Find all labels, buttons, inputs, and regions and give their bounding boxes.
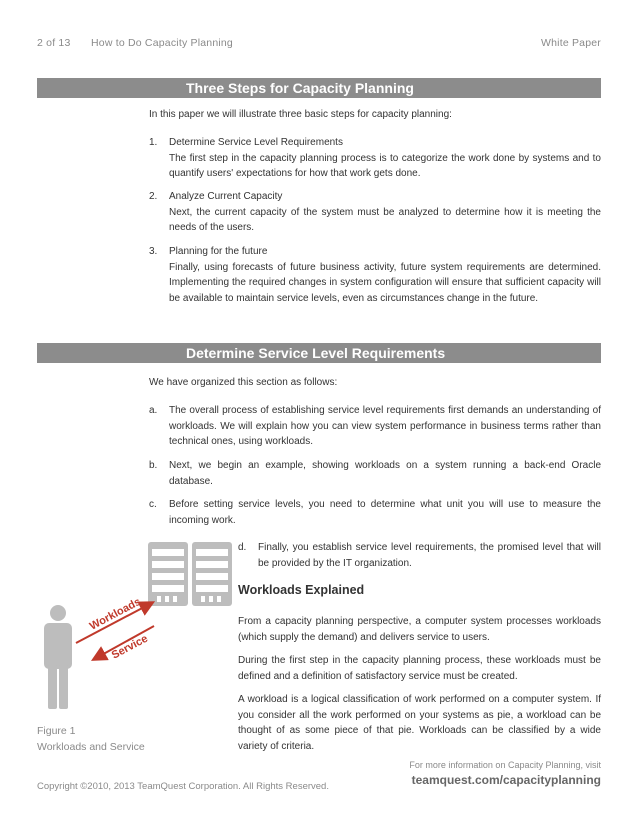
list-item [149, 135, 601, 182]
document-type: White Paper [541, 37, 601, 49]
list-item-text: The overall process of establishing service level requirements first demands an understanding of workloads. We will explain how you can view system performance in business terms rather than technical ones, using workloads. [169, 405, 601, 447]
list-letter: b. [149, 460, 158, 471]
list-item-text: The first step in the capacity planning process is to categorize the work done by systems and to quantify users' expectations for how that work gets done. [169, 152, 601, 179]
list-item-text: Finally, you establish service level requirements, the promised level that will be provided by the IT organization. [258, 542, 601, 569]
more-info-text: For more information on Capacity Planning, visit [409, 760, 601, 770]
list-number: 1. [149, 137, 158, 148]
list-item-text: Next, the current capacity of the system must be analyzed to determine how it is meeting the needs of the users. [169, 206, 601, 233]
list-item [149, 244, 601, 306]
server-rack-icon [148, 542, 188, 606]
list-item [149, 497, 601, 528]
list-item [149, 403, 601, 450]
paragraph: A workload is a logical classification of work performed on a computer system. If you consider all the work performed on your systems as pie, a workload can be thought of as some piece of that pie. Workloads can be classified by a wide variety of criteria. [238, 694, 601, 752]
section1-intro: In this paper we will illustrate three basic steps for capacity planning: [149, 109, 452, 120]
list-item-title: Analyze Current Capacity [169, 191, 283, 202]
list-letter: c. [149, 499, 157, 510]
section-header-service-level [37, 343, 601, 363]
list-letter: d. [238, 542, 247, 553]
server-rack-icon [192, 542, 232, 606]
list-item [149, 458, 601, 489]
list-letter: a. [149, 405, 158, 416]
list-item-text: Before setting service levels, you need to determine what unit you will use to measure the incoming work. [169, 499, 601, 526]
paragraph: From a capacity planning perspective, a computer system processes workloads (which supply the demand) and delivers service to users. [238, 616, 601, 643]
figure-number: Figure 1 [37, 725, 76, 737]
section-header-three-steps [37, 78, 601, 98]
list-number: 2. [149, 191, 158, 202]
list-item-title: Determine Service Level Requirements [169, 137, 343, 148]
paragraph: During the first step in the capacity planning process, these workloads must be defined and a definition of satisfactory service must be created. [238, 655, 601, 682]
workloads-label: Workloads [87, 595, 143, 633]
workloads-service-figure [34, 533, 234, 728]
service-label: Service [109, 632, 150, 662]
subsection-title: Workloads Explained [238, 583, 365, 597]
document-title: How to Do Capacity Planning [91, 37, 233, 49]
section-title: Three Steps for Capacity Planning [186, 80, 414, 96]
copyright: Copyright ©2010, 2013 TeamQuest Corporation. All Rights Reserved. [37, 781, 329, 792]
figure-title: Workloads and Service [37, 741, 145, 753]
list-item-text: Finally, using forecasts of future business activity, future system requirements are determined. Implementing the required changes in system configuration will ensure that sufficient capacity will be available to maintain service levels, even as circumstances change in the future. [169, 261, 601, 304]
page-number: 2 of 13 [37, 37, 71, 49]
list-item [149, 189, 601, 236]
section-title: Determine Service Level Requirements [186, 345, 446, 361]
website-link[interactable]: teamquest.com/capacityplanning [411, 773, 601, 787]
list-number: 3. [149, 246, 158, 257]
figure-caption [37, 723, 145, 755]
list-item-title: Planning for the future [169, 246, 268, 257]
list-item [238, 540, 601, 571]
person-icon [44, 605, 72, 709]
section2-intro: We have organized this section as follows: [149, 377, 338, 388]
list-item-text: Next, we begin an example, showing workloads on a system running a back-end Oracle database. [169, 460, 601, 487]
